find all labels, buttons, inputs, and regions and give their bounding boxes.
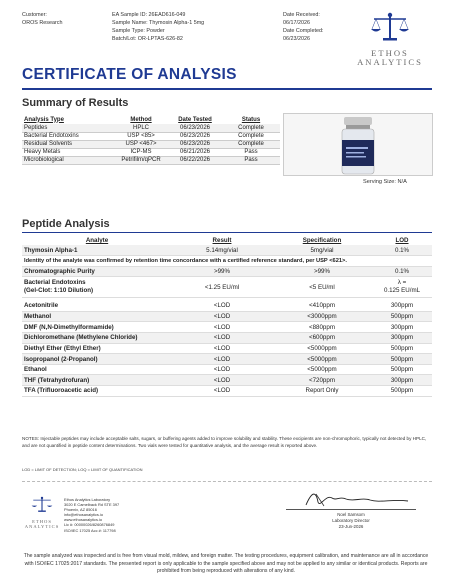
date-completed-label: Date Completed:	[283, 28, 324, 34]
cell: <LOD	[172, 343, 272, 354]
cell: USP <85>	[114, 132, 168, 140]
table-row	[22, 333, 432, 344]
footer-logo-line2: ANALYTICS	[24, 524, 60, 529]
table-row	[22, 354, 432, 365]
scales-of-justice-icon	[30, 495, 54, 514]
date-received-label: Date Received:	[283, 12, 320, 18]
cell: 500ppm	[372, 354, 432, 365]
sample-id: EA Sample ID: 26EAD616-049	[112, 12, 186, 18]
date-received: 06/17/2026	[283, 20, 310, 26]
table-row	[22, 156, 280, 164]
cell: Complete	[222, 140, 280, 148]
endotoxin-lod	[372, 277, 432, 298]
product-vial-image	[283, 113, 433, 176]
endotoxin-label-line2: (Gel-Clot: 1:10 Dilution)	[24, 287, 94, 295]
cell: 300ppm	[372, 322, 432, 333]
cell: Dichloromethane (Methylene Chloride)	[22, 333, 172, 344]
cell: 300ppm	[372, 375, 432, 386]
endotoxin-row	[22, 277, 432, 298]
sample-block	[112, 11, 204, 43]
col-specification: Specification	[302, 237, 342, 244]
cell: <LOD	[172, 386, 272, 397]
address-line: www.ethosanalytics.io	[64, 517, 103, 523]
cell: Isopropanol (2-Propanol)	[22, 354, 172, 365]
cell: <5000ppm	[272, 364, 372, 375]
page-title: CERTIFICATE OF ANALYSIS	[22, 66, 237, 83]
signer-block	[286, 512, 416, 530]
table-row	[22, 148, 280, 156]
summary-header-row	[22, 115, 280, 124]
cell: Peptides	[22, 124, 114, 132]
address-line: 3020 E Camelback Rd STE 397	[64, 502, 120, 508]
cell: <LOD	[172, 311, 272, 322]
cell: 500ppm	[372, 386, 432, 397]
summary-heading: Summary of Results	[22, 97, 129, 109]
cell: Heavy Metals	[22, 148, 114, 156]
table-row	[22, 301, 432, 312]
address-line: ISO/IEC 17025 Acc #: 117798	[64, 527, 116, 533]
ethos-logo	[350, 10, 430, 67]
scales-of-justice-icon	[368, 10, 412, 44]
cell: 06/21/2026	[168, 148, 222, 156]
table-row	[22, 322, 432, 333]
col-result: Result	[212, 237, 232, 244]
endotoxin-label-line1: Bacterial Endotoxins	[24, 279, 86, 287]
endotoxin-result: <1.25 EU/ml	[172, 277, 272, 298]
signer-name: Noel Samsom	[337, 512, 365, 517]
title-rule	[22, 88, 432, 90]
cell: 300ppm	[372, 333, 432, 344]
cell: <LOD	[172, 375, 272, 386]
endotoxin-lod-line1: λ =	[397, 279, 407, 287]
footer-divider	[22, 481, 432, 482]
customer-block	[22, 11, 62, 27]
cell: TFA (Trifluoroacetic acid)	[22, 386, 172, 397]
peptide-header-row	[22, 236, 432, 245]
col-status: Status	[241, 116, 261, 123]
cell: >99%	[272, 266, 372, 277]
cell: Thymosin Alpha-1	[22, 245, 172, 256]
address-line: Lic #: 00000026/8260876849	[64, 522, 115, 528]
cell: HPLC	[114, 124, 168, 132]
signer-title: Laboratory Director	[332, 518, 370, 523]
cell: Acetonitrile	[22, 301, 172, 312]
identity-note: Identity of the analyte was confirmed by retention time concordance with a certified reference standard, per USP <621>.	[22, 256, 432, 267]
table-row	[22, 375, 432, 386]
cell: Microbiological	[22, 156, 114, 164]
cell: <LOD	[172, 333, 272, 344]
table-row	[22, 266, 432, 277]
cell: <LOD	[172, 322, 272, 333]
signature-line	[286, 509, 416, 510]
cell: Petrifilm/qPCR	[114, 156, 168, 164]
dates-block	[283, 11, 323, 43]
date-completed: 06/23/2026	[283, 36, 310, 42]
sample-name: Sample Name: Thymosin Alpha-1 5mg	[112, 20, 205, 26]
cell: 06/23/2026	[168, 140, 222, 148]
cell: THF (Tetrahydrofuran)	[22, 375, 172, 386]
cell: Residual Solvents	[22, 140, 114, 148]
cell: 500ppm	[372, 364, 432, 375]
cell: <LOD	[172, 364, 272, 375]
cell: 06/23/2026	[168, 132, 222, 140]
signer-date: 23-Jun-2026	[338, 524, 364, 529]
cell: <LOD	[172, 354, 272, 365]
cell: 500ppm	[372, 311, 432, 322]
cell: 0.1%	[372, 245, 432, 256]
cell: ICP-MS	[114, 148, 168, 156]
lod-legend: LOD = LIMIT OF DETECTION; LOQ = LIMIT OF QUANTIFICATION	[22, 467, 143, 472]
cell: Pass	[222, 148, 280, 156]
address-line: Ethos Analytics Laboratory	[64, 497, 111, 502]
logo-analytics: ANALYTICS	[357, 57, 423, 67]
cell: 06/22/2026	[168, 156, 222, 164]
cell: Report Only	[272, 386, 372, 397]
endotoxin-label	[22, 277, 172, 298]
vial-icon	[284, 114, 434, 177]
batch-lot: Batch/Lot: OR-LPTAS-626-82	[112, 36, 183, 42]
lab-address	[64, 497, 119, 533]
cell: Methanol	[22, 311, 172, 322]
cell: <LOD	[172, 301, 272, 312]
col-date-tested: Date Tested	[178, 116, 212, 123]
cell: Bacterial Endotoxins	[22, 132, 114, 140]
cell: <5000ppm	[272, 354, 372, 365]
disclaimer: The sample analyzed was inspected and is free from visual mold, mildew, and foreign matter. The testing procedures, equipment calibration, and maintenance are all in accordance with ISO/IEC 17025:2017 standards. The presented report is only applicable to the sample specified above and may not be applied to any similar or identical products. Reports are prohibited from being reproduced with alterations of any kind.	[23, 553, 429, 575]
cell: >99%	[172, 266, 272, 277]
cell: Diethyl Ether (Ethyl Ether)	[22, 343, 172, 354]
table-row	[22, 124, 280, 132]
col-analysis-type: Analysis Type	[24, 116, 64, 123]
cell: 5.14mg/vial	[172, 245, 272, 256]
table-row	[22, 343, 432, 354]
address-line: info@ethosanalytics.io	[64, 512, 103, 518]
address-line: Phoenix, AZ 85016	[64, 507, 97, 513]
cell: <3000ppm	[272, 311, 372, 322]
endotoxin-lod-line2: 0.125 EU/mL	[383, 287, 421, 295]
cell: Complete	[222, 124, 280, 132]
table-row	[22, 245, 432, 256]
cell: 0.1%	[372, 266, 432, 277]
identity-note-row	[22, 256, 432, 267]
endotoxin-spec: <5 EU/ml	[272, 277, 372, 298]
cell: 500ppm	[372, 343, 432, 354]
table-row	[22, 364, 432, 375]
peptide-heading: Peptide Analysis	[22, 218, 110, 230]
sample-type: Sample Type: Powder	[112, 28, 165, 34]
customer-label: Customer:	[22, 12, 47, 18]
cell: Complete	[222, 132, 280, 140]
cell: <410ppm	[272, 301, 372, 312]
cell: 300ppm	[372, 301, 432, 312]
cell: <5000ppm	[272, 343, 372, 354]
notes-text: NOTES: Injectable peptides may include acceptable salts, sugars, or buffering agents added to improve solubility and stability. These excipients are non-chromophoric, typically not detected by HPLC, and are not quantified in peptide content determinations. Two vials were tested for quantitative analysis, and the average result is reported above.	[22, 436, 427, 448]
table-row	[22, 132, 280, 140]
cell: USP <467>	[114, 140, 168, 148]
cell: Ethanol	[22, 364, 172, 375]
peptide-table	[22, 236, 432, 397]
logo-ethos: ETHOS	[371, 48, 409, 58]
peptide-rule	[22, 232, 432, 233]
cell: Pass	[222, 156, 280, 164]
cell: Chromatographic Purity	[22, 266, 172, 277]
signature	[296, 488, 416, 510]
customer-name: OROS Research	[22, 20, 63, 26]
col-analyte: Analyte	[85, 237, 109, 244]
cell: <600ppm	[272, 333, 372, 344]
cell: <880ppm	[272, 322, 372, 333]
cell: 06/23/2026	[168, 124, 222, 132]
table-row	[22, 386, 432, 397]
col-lod: LOD	[395, 237, 409, 244]
table-row	[22, 140, 280, 148]
footer-logo-line1: ETHOS	[32, 519, 52, 524]
cell: 5mg/vial	[272, 245, 372, 256]
serving-size: Serving Size: N/A	[363, 179, 407, 185]
summary-table	[22, 115, 280, 165]
footer-logo	[22, 495, 62, 529]
cell: <720ppm	[272, 375, 372, 386]
col-method: Method	[130, 116, 152, 123]
table-row	[22, 311, 432, 322]
cell: DMF (N,N-Dimethylformamide)	[22, 322, 172, 333]
